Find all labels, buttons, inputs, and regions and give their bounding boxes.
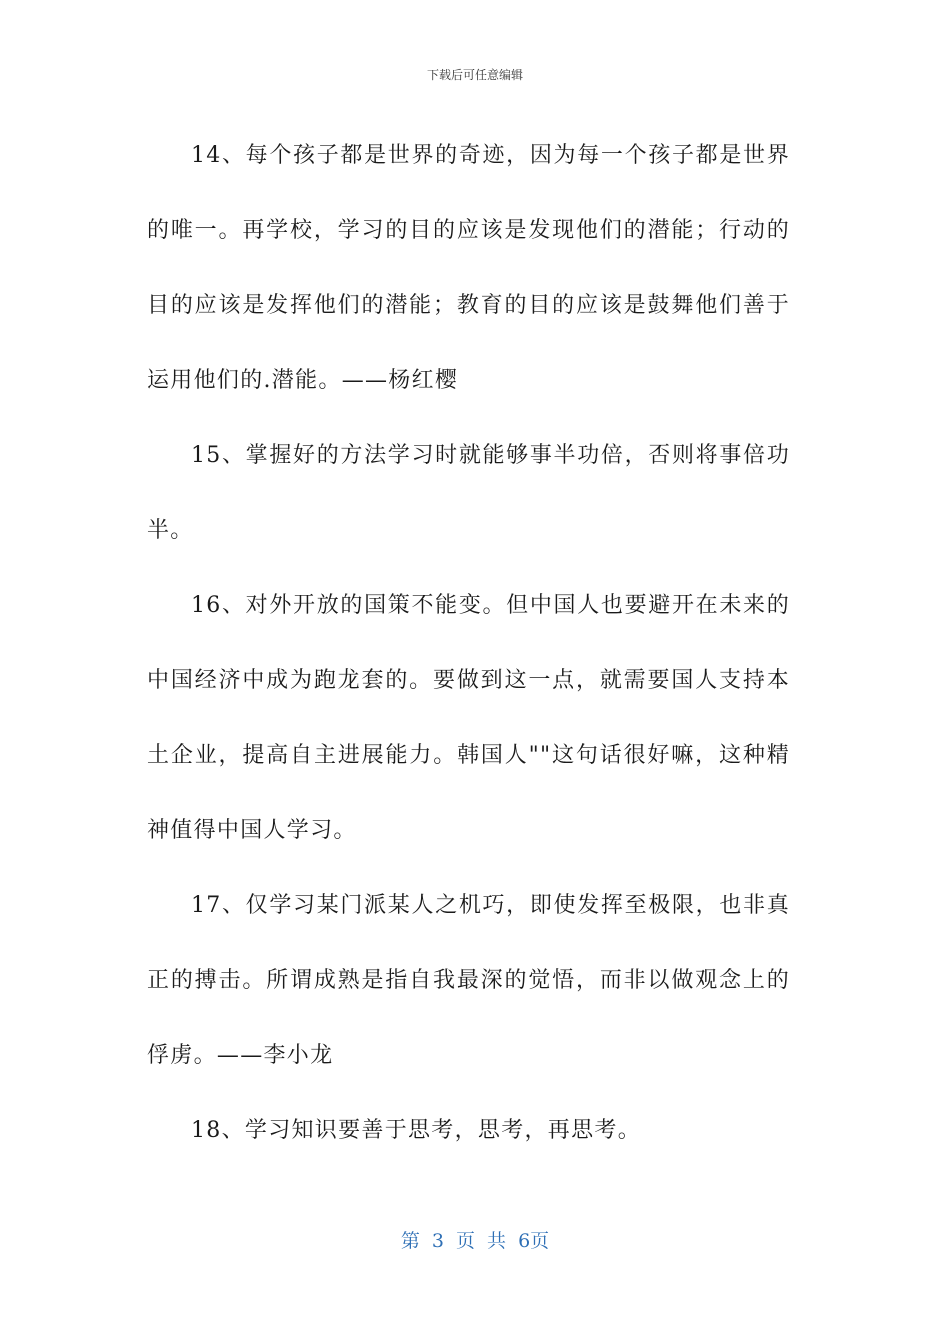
page-footer: 第 3 页 共 6页 <box>400 1230 550 1252</box>
paragraph-14: 14、每个孩子都是世界的奇迹，因为每一个孩子都是世界的唯一。再学校，学习的目的应该是发现他们的潜能；行动的目的应该是发挥他们的潜能；教育的目的应该是鼓舞他们善于运用他们的.潜能。——杨红樱 <box>147 143 790 393</box>
paragraph-15: 15、掌握好的方法学习时就能够事半功倍，否则将事倍功半。 <box>147 443 790 543</box>
page-header: 下载后可任意编辑 <box>426 68 523 82</box>
paragraph-16: 16、对外开放的国策不能变。但中国人也要避开在未来的中国经济中成为跑龙套的。要做到这一点，就需要国人支持本土企业，提高自主进展能力。韩国人""这句话很好嘛，这种精神值得中国人学习。 <box>147 593 790 843</box>
paragraph-18: 18、学习知识要善于思考，思考，再思考。 <box>191 1118 641 1143</box>
document-body <box>147 118 790 1168</box>
paragraph-17: 17、仅学习某门派某人之机巧，即使发挥至极限，也非真正的搏击。所谓成熟是指自我最深的觉悟，而非以做观念上的俘虏。——李小龙 <box>147 893 790 1068</box>
